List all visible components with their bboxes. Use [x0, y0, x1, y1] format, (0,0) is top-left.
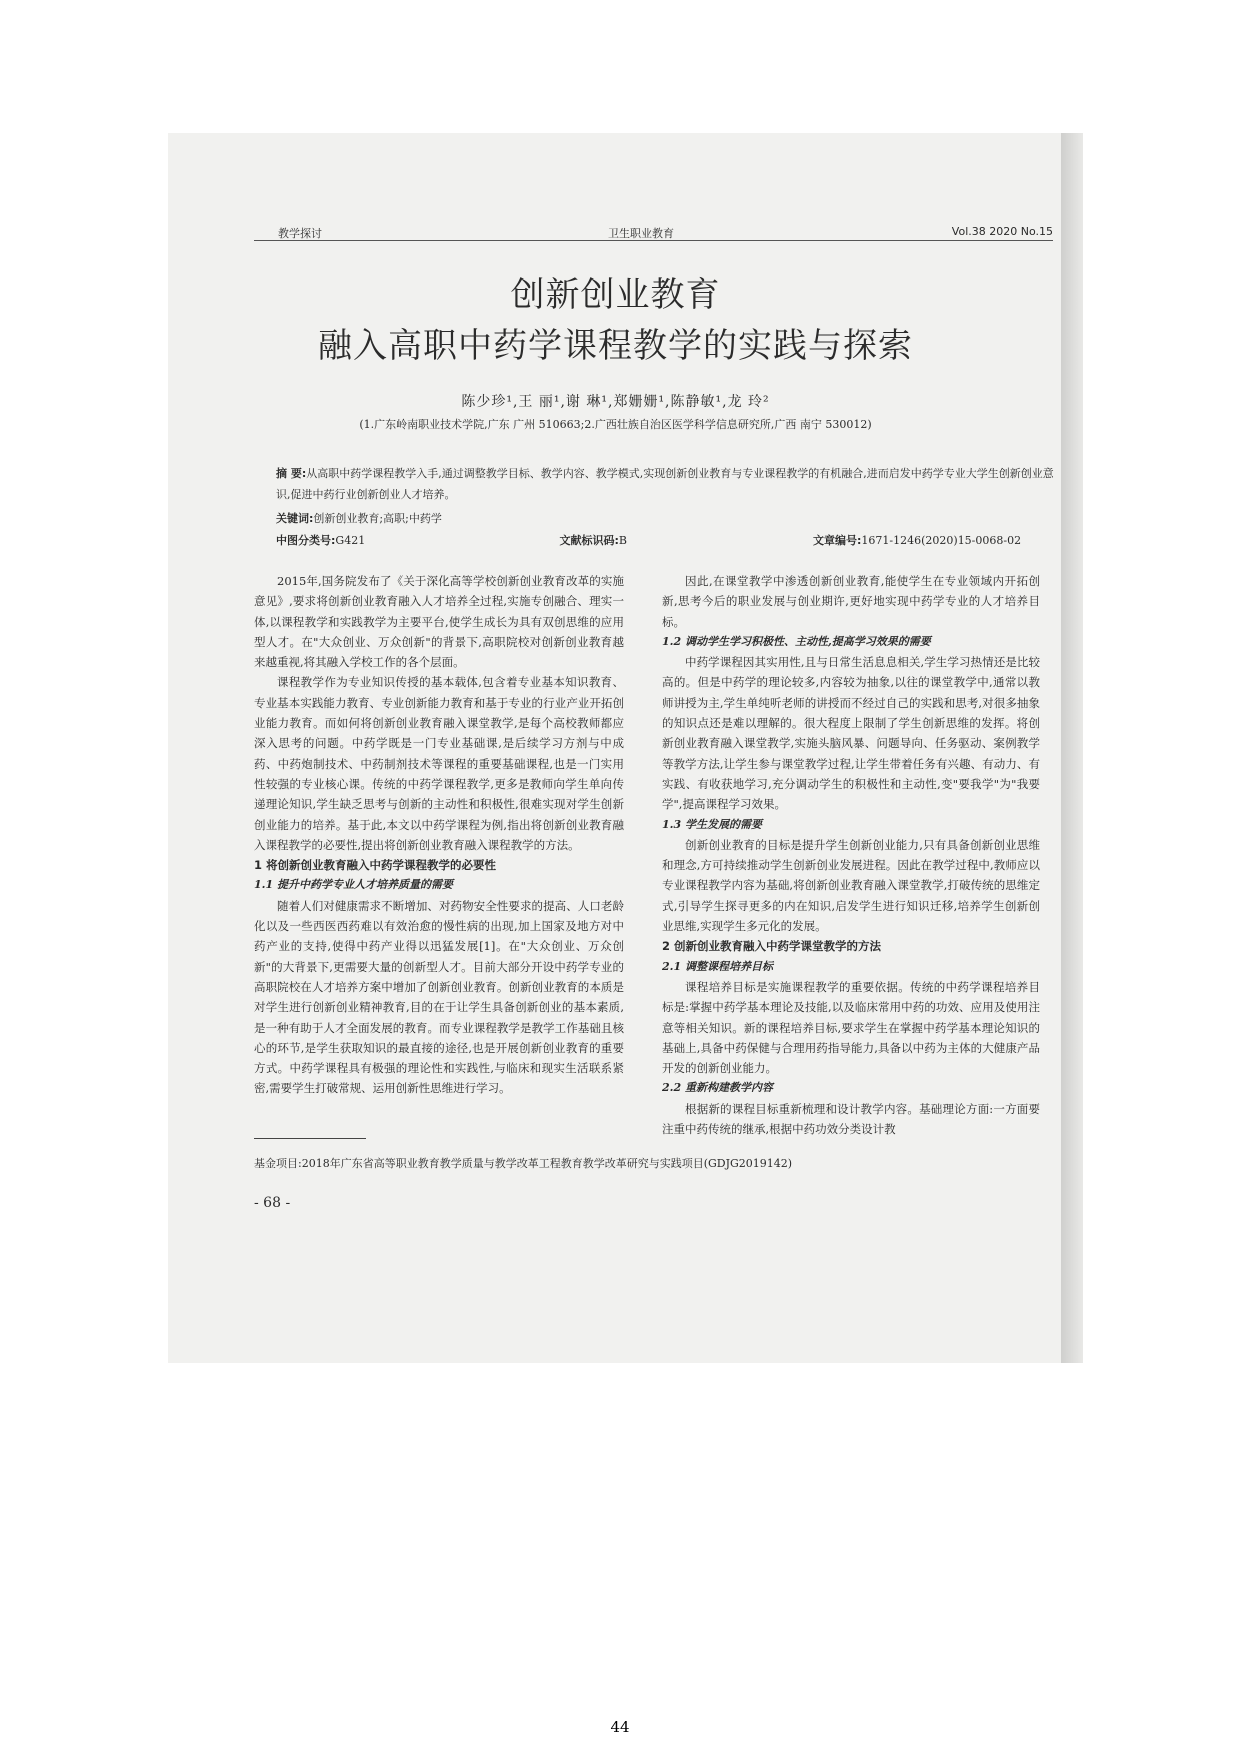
- subsection-heading: 1.2 调动学生学习积极性、主动性,提高学习效果的需要: [662, 634, 931, 648]
- paragraph: 课程教学作为专业知识传授的基本载体,包含着专业基本知识教育、专业基本实践能力教育、专业创新能力教育和基于专业的行业产业开拓创业能力教育。而如何将创新创业教育融入课堂教学,是每个高校教师都应深入思考的问题。中药学既是一门专业基础课,是后续学习方剂与中成药、中药炮制技术、中药制剂技术等课程的重要基础课程,也是一门实用性较强的专业核心课。传统的中药学课程教学,更多是教师向学生单向传递理论知识,学生缺乏思考与创新的主动性和积极性,很难实现对学生创新创业能力的培养。基于此,本文以中药学课程为例,指出将创新创业教育融入课程教学的必要性,提出将创新创业教育融入课程教学的方法。: [254, 675, 624, 852]
- doc-code-label: 文献标识码:: [559, 534, 619, 547]
- keywords-text: 创新创业教育;高职;中药学: [313, 512, 442, 525]
- running-header-volume: Vol.38 2020 No.15: [951, 225, 1053, 238]
- paragraph: 根据新的课程目标重新梳理和设计教学内容。基础理论方面:一方面要注重中药传统的继承,根据中药功效分类设计教: [662, 1101, 1040, 1137]
- pdf-page-number: 44: [610, 1718, 630, 1736]
- footnote-rule: [254, 1138, 366, 1139]
- subsection-heading: 1.3 学生发展的需要: [662, 817, 762, 831]
- scanned-page: [168, 133, 1063, 1363]
- subsection-heading: 2.1 调整课程培养目标: [662, 959, 773, 973]
- paragraph: 中药学课程因其实用性,且与日常生活息息相关,学生学习热情还是比较高的。但是中药学的理论较多,内容较为抽象,以往的课堂教学中,通常以教师讲授为主,学生单纯听老师的讲授而不经过自己的实践和思考,对很多抽象的知识点还是难以理解的。很大程度上限制了学生创新思维的发挥。将创新创业教育融入课堂教学,实施头脑风暴、问题导向、任务驱动、案例教学等教学方法,让学生参与课堂教学过程,让学生带着任务有兴趣、有动力、有实践、有收获地学习,充分调动学生的积极性和主动性,变"要我学"为"我要学",提高课程学习效果。: [662, 655, 1040, 812]
- authors: 陈少珍¹,王 丽¹,谢 琳¹,郑姗姗¹,陈静敏¹,龙 玲²: [461, 394, 770, 410]
- paragraph: 创新创业教育的目标是提升学生创新创业能力,只有具备创新创业思维和理念,方可持续推动学生创新创业发展进程。因此在教学过程中,教师应以专业课程教学内容为基础,将创新创业教育融入课堂教学,打破传统的思维定式,引导学生探寻更多的内在知识,启发学生进行知识迁移,培养学生创新创业思维,实现学生多元化的发展。: [662, 837, 1040, 934]
- clc-label: 中图分类号:: [276, 534, 336, 547]
- abstract: [276, 463, 1056, 505]
- subsection-heading: 1.1 提升中药学专业人才培养质量的需要: [254, 878, 453, 892]
- paragraph: 因此,在课堂教学中渗透创新创业教育,能使学生在专业领域内开拓创新,思考今后的职业发展与创业期许,更好地实现中药学专业的人才培养目标。: [662, 574, 1040, 629]
- abstract-text: 从高职中药学课程教学入手,通过调整教学目标、教学内容、教学模式,实现创新创业教育与专业课程教学的有机融合,进而启发中药学专业大学生创新创业意识,促进中药行业创新创业人才培养。: [276, 467, 1054, 501]
- paragraph: 2015年,国务院发布了《关于深化高等学校创新创业教育改革的实施意见》,要求将创新创业教育融入人才培养全过程,实施专创融合、理实一体,以课程教学和实践教学为主要平台,使学生成长为具有双创思维的应用型人才。在"大众创业、万众创新"的背景下,高职院校对创新创业教育越来越重视,将其融入学校工作的各个层面。: [254, 574, 624, 670]
- keywords: [276, 508, 1056, 529]
- clc-value: G421: [335, 534, 366, 547]
- subsection-heading: 2.2 重新构建教学内容: [662, 1081, 773, 1095]
- section-heading: 1 将创新创业教育融入中药学课程教学的必要性: [254, 858, 497, 873]
- paragraph: 课程培养目标是实施课程教学的重要依据。传统的中药学课程培养目标是:掌握中药学基本理论及技能,以及临床常用中药的功效、应用及使用注意等相关知识。新的课程培养目标,要求学生在掌握中药学基本理论知识的基础上,具备中药保健与合理用药指导能力,具备以中药为主体的大健康产品开发的创新创业能力。: [662, 979, 1040, 1076]
- classification-row: [276, 530, 1056, 551]
- header-rule: [254, 240, 1053, 241]
- right-column: [662, 571, 1040, 1139]
- section-heading: 2 创新创业教育融入中药学课堂教学的方法: [662, 939, 882, 954]
- paragraph: 随着人们对健康需求不断增加、对药物安全性要求的提高、人口老龄化以及一些西医西药难以有效治愈的慢性病的出现,加上国家及地方对中药产业的支持,使得中药产业得以迅猛发展[1]。在"大众创业、万众创新"的大背景下,更需要大量的创新型人才。目前大部分开设中药学专业的高职院校在人才培养方案中增加了创新创业教育。创新创业教育的本质是对学生进行创新创业精神教育,目的在于让学生具备创新创业的基本素质,是一种有助于人才全面发展的教育。而专业课程教学是教学工作基础且核心的环节,是学生获取知识的最直接的途径,也是开展创新创业教育的重要方式。中药学课程具有极强的理论性和实践性,与临床和现实生活联系紧密,需要学生打破常规、运用创新性思维进行学习。: [254, 898, 624, 1096]
- title-line-1: 创新创业教育: [510, 275, 721, 315]
- article-no-value: 1671-1246(2020)15-0068-02: [861, 534, 1022, 547]
- funding-note: 基金项目:2018年广东省高等职业教育教学质量与教学改革工程教育教学改革研究与实践项目(GDJG2019142): [254, 1157, 793, 1170]
- running-header-journal: 卫生职业教育: [608, 227, 674, 240]
- keywords-label: 关键词:: [276, 512, 314, 525]
- article-no-label: 文章编号:: [813, 534, 862, 547]
- doc-code-value: B: [618, 534, 627, 547]
- running-header-section: 教学探讨: [278, 227, 322, 240]
- affiliations: (1.广东岭南职业技术学院,广东 广州 510663;2.广西壮族自治区医学科学信息研究所,广西 南宁 530012): [359, 418, 872, 431]
- scan-shadow-edge: [1061, 133, 1083, 1363]
- abstract-label: 摘 要:: [276, 467, 307, 480]
- journal-page-number: - 68 -: [254, 1195, 291, 1211]
- left-column: [254, 571, 624, 1099]
- title-line-2: 融入高职中药学课程教学的实践与探索: [318, 326, 913, 366]
